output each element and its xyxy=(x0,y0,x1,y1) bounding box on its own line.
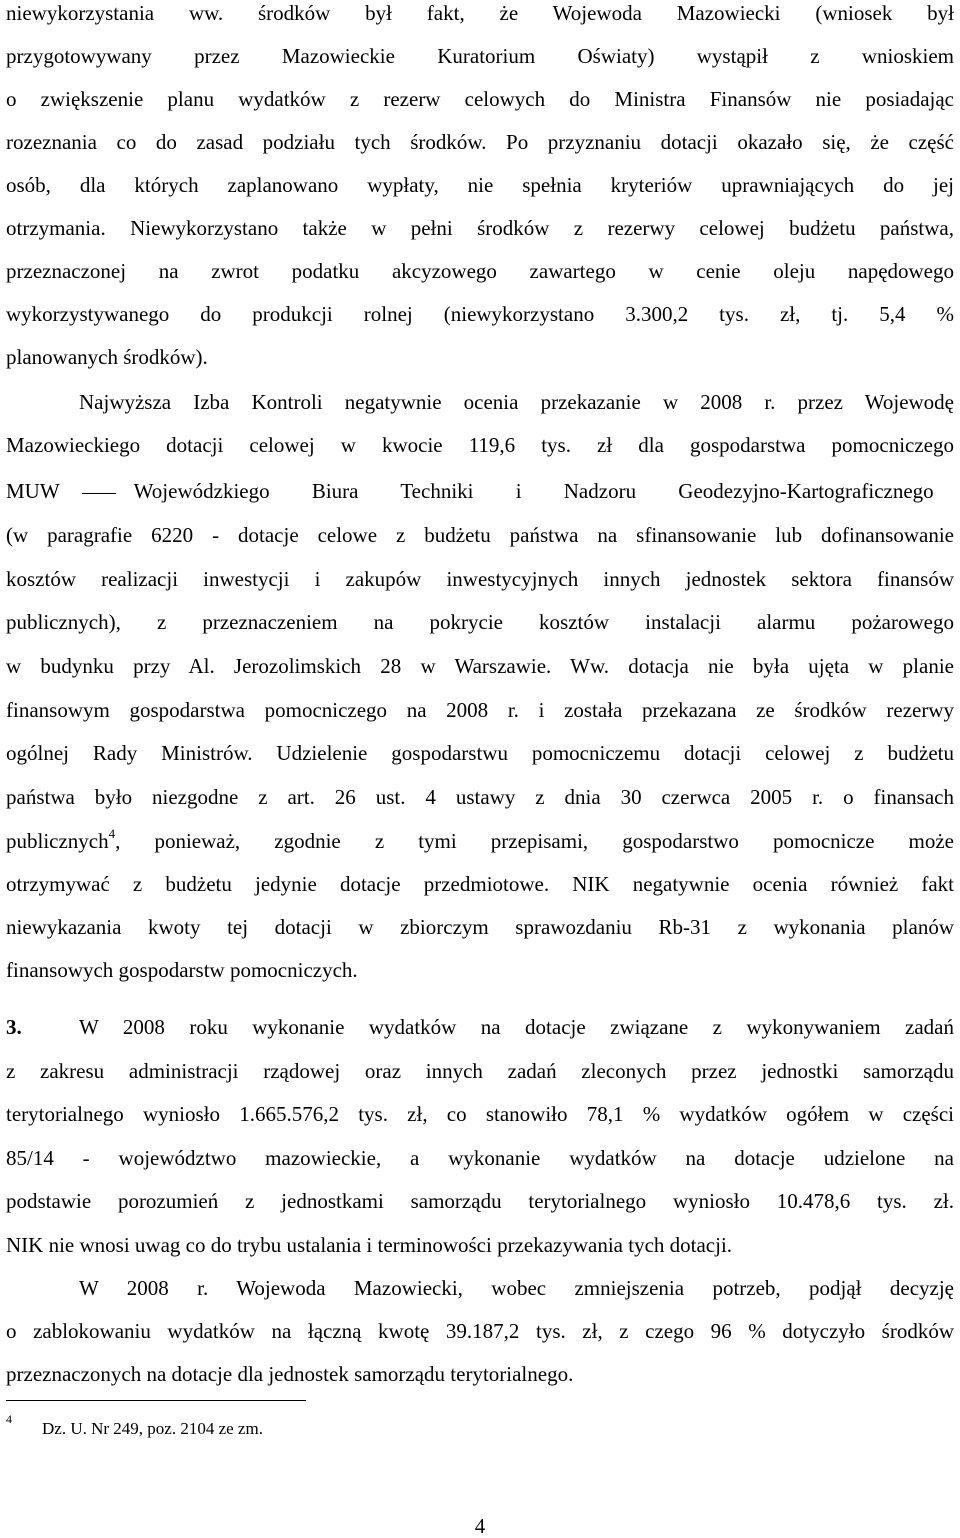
text-line: o zwiększenie planu wydatków z rezerw celowych do Ministra Finansów nie posiadając xyxy=(6,87,954,111)
paragraph-first-line: W 2008 r. Wojewoda Mazowiecki, wobec zmniejszenia potrzeb, podjął decyzję xyxy=(79,1276,954,1300)
text-line: niewykazania kwoty tej dotacji w zbiorczym sprawozdaniu Rb-31 z wykonania planów xyxy=(6,915,954,939)
text-line: publicznych), z przeznaczeniem na pokrycie kosztów instalacji alarmu pożarowego xyxy=(6,610,954,634)
section-text: W 2008 roku wykonanie wydatków na dotacje związane z wykonywaniem zadań xyxy=(79,1015,954,1039)
text-line: NIK nie wnosi uwag co do trybu ustalania i terminowości przekazywania tych dotacji. xyxy=(6,1233,733,1257)
footnote-reference: 4 xyxy=(108,826,116,841)
text-line: niewykorzystania ww. środków był fakt, że Wojewoda Mazowiecki (wniosek był xyxy=(6,1,954,25)
text-line: planowanych środków). xyxy=(6,345,208,369)
text-line: wykorzystywanego do produkcji rolnej (niewykorzystano 3.300,2 tys. zł, tj. 5,4 % xyxy=(6,302,954,326)
text-line: ogólnej Rady Ministrów. Udzielenie gospodarstwu pomocniczemu dotacji celowej z budżetu xyxy=(6,741,954,765)
text-line: z zakresu administracji rządowej oraz innych zadań zleconych przez jednostki samorządu xyxy=(6,1059,954,1083)
text-line: przeznaczonej na zwrot podatku akcyzowego zawartego w cenie oleju napędowego xyxy=(6,259,954,283)
text-line: otrzymania. Niewykorzystano także w pełni środków z rezerwy celowej budżetu państwa, xyxy=(6,216,954,240)
text-span: publicznych xyxy=(6,829,109,853)
page-number: 4 xyxy=(474,1514,486,1538)
em-dash xyxy=(82,493,116,494)
text-line: państwa było niezgodne z art. 26 ust. 4 ustawy z dnia 30 czerwca 2005 r. o finansach xyxy=(6,785,954,809)
text-line: podstawie porozumień z jednostkami samorządu terytorialnego wyniosło 10.478,6 tys. zł. xyxy=(6,1189,954,1213)
text-line: otrzymywać z budżetu jedynie dotacje przedmiotowe. NIK negatywnie ocenia również fakt xyxy=(6,872,954,896)
footnote-separator xyxy=(6,1400,306,1401)
text-line: o zablokowaniu wydatków na łączną kwotę 39.187,2 tys. zł, z czego 96 % dotyczyło środków xyxy=(6,1319,954,1343)
text-line: Mazowieckiego dotacji celowej w kwocie 119,6 tys. zł dla gospodarstwa pomocniczego xyxy=(6,433,954,457)
text-line: finansowym gospodarstwa pomocniczego na 2008 r. i została przekazana ze środków rezerwy xyxy=(6,698,954,722)
footnote-text: Dz. U. Nr 249, poz. 2104 ze zm. xyxy=(42,1419,263,1438)
text-line: przeznaczonych na dotacje dla jednostek samorządu terytorialnego. xyxy=(6,1362,574,1386)
section-number: 3. xyxy=(6,1015,22,1039)
text-span: , ponieważ, zgodnie z tymi przepisami, gospodarstwo pomocnicze może xyxy=(115,829,954,853)
section-3-first-line xyxy=(6,1014,954,1058)
text-line: terytorialnego wyniosło 1.665.576,2 tys. zł, co stanowiło 78,1 % wydatków ogółem w części xyxy=(6,1102,954,1126)
text-line: (w paragrafie 6220 - dotacje celowe z budżetu państwa na sfinansowanie lub dofinansowanie xyxy=(6,523,954,547)
text-line-with-dash xyxy=(6,478,954,522)
text-line: 85/14 - województwo mazowieckie, a wykonanie wydatków na dotacje udzielone na xyxy=(6,1146,954,1170)
footnote-number: 4 xyxy=(6,1412,12,1426)
paragraph-first-line: Najwyższa Izba Kontroli negatywnie ocenia przekazanie w 2008 r. przez Wojewodę xyxy=(79,390,954,414)
bureau-name: Wojewódzkiego Biura Techniki i Nadzoru Geodezyjno-Kartograficznego xyxy=(133,479,934,503)
abbreviation-muw: MUW xyxy=(6,479,60,503)
text-line: osób, dla których zaplanowano wypłaty, nie spełnia kryteriów uprawniających do jej xyxy=(6,173,954,197)
text-line: finansowych gospodarstw pomocniczych. xyxy=(6,958,358,982)
text-line: przygotowywany przez Mazowieckie Kuratorium Oświaty) wystąpił z wnioskiem xyxy=(6,44,954,68)
text-line: rozeznania co do zasad podziału tych środków. Po przyznaniu dotacji okazało się, że część xyxy=(6,130,954,154)
text-line: w budynku przy Al. Jerozolimskich 28 w Warszawie. Ww. dotacja nie była ujęta w planie xyxy=(6,654,954,678)
text-line: kosztów realizacji inwestycji i zakupów inwestycyjnych innych jednostek sektora finansów xyxy=(6,567,954,591)
text-line-footnote-ref xyxy=(6,828,954,872)
